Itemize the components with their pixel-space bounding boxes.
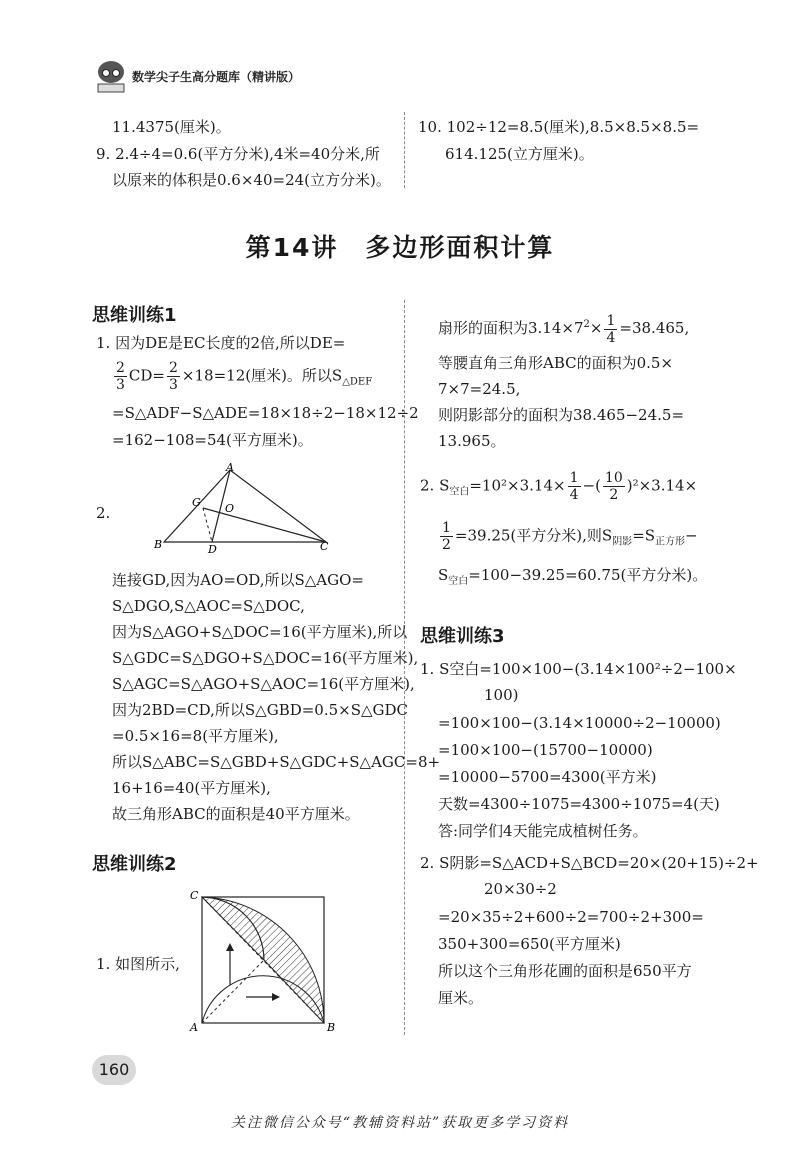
s3-line-8: 2. S阴影=S△ACD+S△BCD=20×(20+15)÷2+: [420, 854, 759, 872]
s3-line-2: 100): [484, 686, 519, 704]
s1-q-line-4: S△GDC=S△DGO+S△DOC=16(平方厘米),: [112, 649, 419, 667]
s3-line-7: 答:同学们4天能完成植树任务。: [438, 822, 648, 840]
s3-line-1: 1. S空白=100×100−(3.14×100²÷2−100×: [420, 660, 737, 678]
s3-line-9: 20×30÷2: [484, 880, 557, 898]
s1-p2-number: 2.: [96, 504, 111, 522]
top-right-line-1: 10. 102÷12=8.5(厘米),8.5×8.5×8.5=: [418, 118, 700, 136]
s1-p1-line-1: 1. 因为DE是EC长度的2倍,所以DE=: [96, 334, 346, 352]
chapter-title: 第14讲 多边形面积计算: [245, 233, 555, 262]
r-line-3: 7×7=24.5,: [438, 380, 521, 398]
s1-q-line-6: 因为2BD=CD,所以S△GBD=0.5×S△GDC: [112, 701, 409, 719]
r-p2-line-3: $S_{空白}=100-39.25=60.75$(平方分米)。: [438, 566, 708, 587]
s3-line-11: 350+300=650(平方厘米): [438, 935, 621, 953]
column-divider-top: [404, 112, 405, 188]
s3-line-12: 所以这个三角形花圃的面积是650平方: [438, 962, 692, 980]
fig1-label-b: B: [154, 538, 163, 551]
s2-p1: 1. 如图所示,: [96, 955, 180, 973]
fig2-label-c: C: [190, 889, 199, 902]
r-line-5: 13.965。: [438, 432, 506, 450]
quarter-circle-figure: [186, 885, 336, 1035]
fig1-label-c: C: [320, 540, 329, 553]
s3-line-4: =100×100−(15700−10000): [438, 741, 653, 759]
s1-p1-line-2: $\frac{2}{3}$ CD= $\frac{2}{3}$ ×18=12(厘米)。所以$S_{\triangle DEF}$: [116, 360, 373, 393]
fraction-2-3: $\frac{2}{3}$: [116, 360, 125, 393]
triangle-figure: [148, 462, 338, 554]
s1-q-line-10: 故三角形ABC的面积是40平方厘米。: [112, 805, 360, 823]
fraction-1-4: $\frac{1}{4}$: [606, 312, 616, 346]
s3-line-10: =20×35÷2+600÷2=700÷2+300=: [438, 908, 704, 926]
section-title-1: 思维训练1: [92, 305, 177, 326]
top-left-line-2: 9. 2.4÷4=0.6(平方分米),4米=40分米,所: [96, 145, 380, 163]
fraction-2-3-b: $\frac{2}{3}$: [169, 360, 178, 393]
fig2-label-b: B: [327, 1021, 336, 1034]
top-right-line-2: 614.125(立方厘米)。: [445, 145, 594, 163]
s1-p1-line-4: =162−108=54(平方厘米)。: [112, 431, 313, 449]
fig1-label-d: D: [208, 543, 217, 554]
r-p2-line-2: $\frac{1}{2}$ =39.25(平方分米),则$S_{阴影}=S_{正方形}-$: [442, 520, 698, 553]
s3-line-3: =100×100−(3.14×10000÷2−10000): [438, 714, 721, 732]
mascot-icon: [92, 58, 130, 94]
fig1-label-o: O: [225, 502, 235, 515]
r-line-1: 扇形的面积为$3.14\times 7^2\times$ $\frac{1}{4}$ =38.465,: [438, 312, 690, 346]
s1-p1-line-3: =S△ADF−S△ADE=18×18÷2−18×12÷2: [112, 404, 419, 422]
fig2-label-a: A: [190, 1021, 198, 1034]
top-left-line-3: 以原来的体积是0.6×40=24(立方分米)。: [112, 171, 391, 189]
s1-q-line-1: 连接GD,因为AO=OD,所以S△AGO=: [112, 571, 364, 589]
fig1-label-g: G: [192, 496, 201, 509]
fraction-10-2: $\frac{10}{2}$: [604, 470, 623, 503]
r-line-2: 等腰直角三角形ABC的面积为0.5×: [438, 354, 674, 372]
fraction-1-2: $\frac{1}{2}$: [442, 520, 451, 553]
s1-q-line-9: 16+16=40(平方厘米),: [112, 779, 271, 797]
s3-line-13: 厘米。: [438, 989, 484, 1007]
s1-q-line-2: S△DGO,S△AOC=S△DOC,: [112, 597, 305, 615]
r-line-4: 则阴影部分的面积为38.465−24.5=: [438, 406, 685, 424]
s3-line-6: 天数=4300÷1075=4300÷1075=4(天): [438, 795, 720, 813]
section-title-2: 思维训练2: [92, 854, 177, 875]
r-p2-line-1: 2. $S_{空白}=10^2\times 3.14\times$ $\frac{1}{4}$ −( $\frac{10}{2}$ )²×3.14×: [420, 470, 698, 503]
footer-watermark: 关注微信公众号“教辅资料站”获取更多学习资料: [230, 1115, 570, 1131]
s1-q-line-8: 所以S△ABC=S△GBD+S△GDC+S△AGC=8+: [112, 753, 441, 771]
top-left-line-1: 11.4375(厘米)。: [112, 118, 231, 136]
fraction-1-4-b: $\frac{1}{4}$: [569, 470, 579, 503]
s1-q-line-3: 因为S△AGO+S△DOC=16(平方厘米),所以: [112, 623, 408, 641]
section-title-3: 思维训练3: [420, 626, 505, 647]
s1-q-line-5: S△AGC=S△AGO+S△AOC=16(平方厘米),: [112, 675, 415, 693]
page-number: 160: [92, 1055, 136, 1085]
running-header: [92, 58, 332, 98]
book-title: 数学尖子生高分题库（精讲版）: [132, 70, 301, 84]
s1-q-line-7: =0.5×16=8(平方厘米),: [112, 727, 279, 745]
s3-line-5: =10000−5700=4300(平方米): [438, 768, 657, 786]
fig1-label-a: A: [226, 462, 234, 474]
